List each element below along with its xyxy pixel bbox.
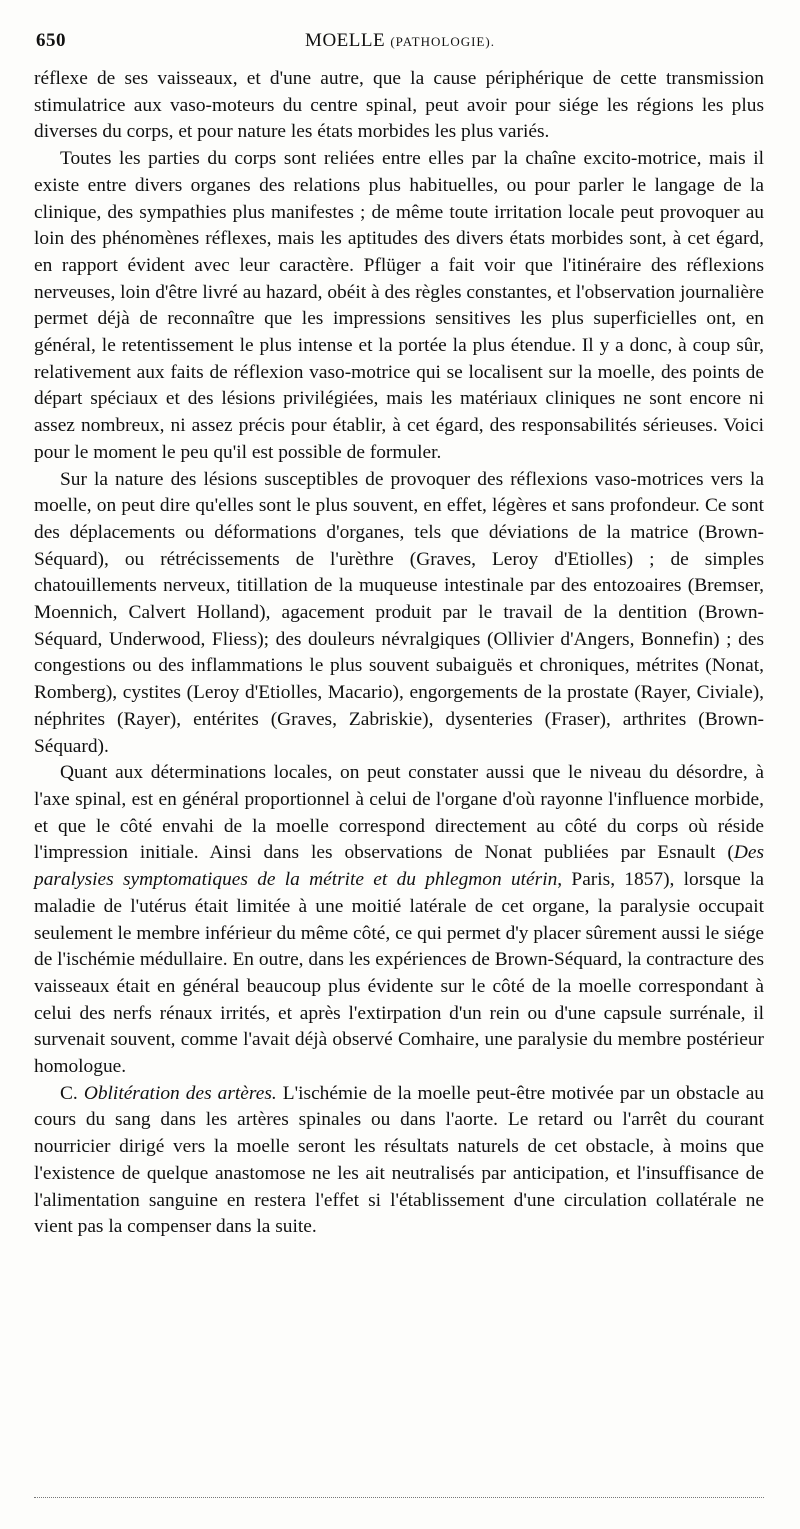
text-run: Sur la nature des lésions susceptibles de provoquer des réflexions vaso-motrices vers la moelle, on peut dire qu'elles sont le plus souvent, en effet, légères et sans profondeur. Ce sont des déplacements ou déformations d'organes, tels que déviations de la matrice (Brown-Séquard), ou rétrécissements de l'urèthre (Graves, Leroy d'Etiolles) ; de simples chatouillements nerveux, titillation de la muqueuse intestinale par des entozoaires (Bremser, Moennich, Calvert Holland), agacement produit par le travail de la dentition (Brown-Séquard, Underwood, Fliess); des douleurs névralgiques (Ollivier d'Angers, Bonnefin) ; des congestions ou des inflammations le plus souvent subaiguës et chroniques, métrites (Nonat, Romberg), cystites (Leroy d'Etiolles, Macario), engorgements de la prostate (Rayer, Civiale), néphrites (Rayer), entérites (Graves, Zabriskie), dysenteries (Fraser), arthrites (Brown-Séquard). bbox=[34, 468, 764, 757]
paragraph bbox=[34, 66, 764, 146]
running-title-main: MOELLE bbox=[305, 30, 386, 51]
body-text bbox=[34, 66, 764, 1241]
text-run: L'ischémie de la moelle peut-être motivée par un obstacle au cours du sang dans les artères spinales ou dans l'aorte. Le retard ou l'arrêt du courant nourricier dirigé vers la moelle seront les résultats naturels de cet obstacle, à moins que l'existence de quelque anastomose ne les ait neutralisés par anticipation, et l'insuffisance de l'alimentation sanguine en restera l'effet si l'établissement d'une circulation collatérale ne vient pas la compenser dans la suite. bbox=[34, 1082, 764, 1238]
text-run: Quant aux déterminations locales, on peut constater aussi que le niveau du désordre, à l'axe spinal, est en général proportionnel à celui de l'organe d'où rayonne l'influence morbide, et que le côté envahi de la moelle correspond directement au côté du corps où réside l'impression initiale. Ainsi dans les observations de Nonat publiées par Esnault ( bbox=[34, 762, 764, 864]
text-run: Toutes les parties du corps sont reliées entre elles par la chaîne excito-motrice, mais il existe entre divers organes des relations plus habituelles, ou pour parler le langage de la clinique, des sympathies plus manifestes ; de même toute irritation locale peut provoquer au loin des phénomènes réflexes, mais les aptitudes des divers états morbides sont, à cet égard, en rapport évident avec leur caractère. Pflüger a fait voir que l'itinéraire des réflexions nerveuses, loin d'être livré au hazard, obéit à des règles constantes, et l'observation journalière permet déjà de reconnaître que les impressions sensitives les plus superficielles ont, en général, le retentissement le plus intense et la portée la plus étendue. Il y a donc, à coup sûr, relativement aux faits de réflexion vaso-motrice qui se localisent sur la moelle, des points de départ spéciaux et des lésions privilégiées, mais les matériaux cliniques ne sont encore ni assez nombreux, ni assez précis pour établir, à cet égard, des responsabilités sérieuses. Voici pour le moment le peu qu'il est possible de formuler. bbox=[34, 148, 764, 463]
paragraph bbox=[34, 467, 764, 761]
page-number: 650 bbox=[36, 30, 66, 51]
italic-text: Oblitération des artères. bbox=[83, 1082, 277, 1104]
running-header bbox=[36, 26, 764, 56]
italic-text: Des paralysies symptomatiques de la métrite et du phlegmon utérin bbox=[34, 842, 764, 891]
paragraph bbox=[34, 146, 764, 466]
text-run: réflexe de ses vaisseaux, et d'une autre, que la cause périphérique de cette transmission stimulatrice aux vaso-moteurs du centre spinal, peut avoir pour siége les régions les plus diverses du corps, et pour nature les états morbides les plus variés. bbox=[34, 68, 764, 143]
paragraph bbox=[34, 1081, 764, 1241]
footer-rule bbox=[34, 1497, 764, 1498]
text-run: C. bbox=[60, 1082, 84, 1104]
text-run: , Paris, 1857), lorsque la maladie de l'utérus était limitée à une moitié latérale de cet organe, la paralysie occupait seulement le membre inférieur du même côté, ce qui permet d'y placer sûrement aussi le siége de l'ischémie médullaire. En outre, dans les expériences de Brown-Séquard, la contracture des vaisseaux était en général beaucoup plus évidente sur le côté de la moelle correspondant à celui des nerfs rénaux irrités, et après l'extirpation d'un rein ou d'une capsule surrénale, il survenait souvent, comme l'avait déjà observé Comhaire, une paralysie du membre postérieur homologue. bbox=[34, 869, 765, 1078]
running-title bbox=[36, 26, 764, 57]
running-title-subtitle: (PATHOLOGIE). bbox=[390, 34, 495, 49]
paragraph bbox=[34, 760, 764, 1080]
